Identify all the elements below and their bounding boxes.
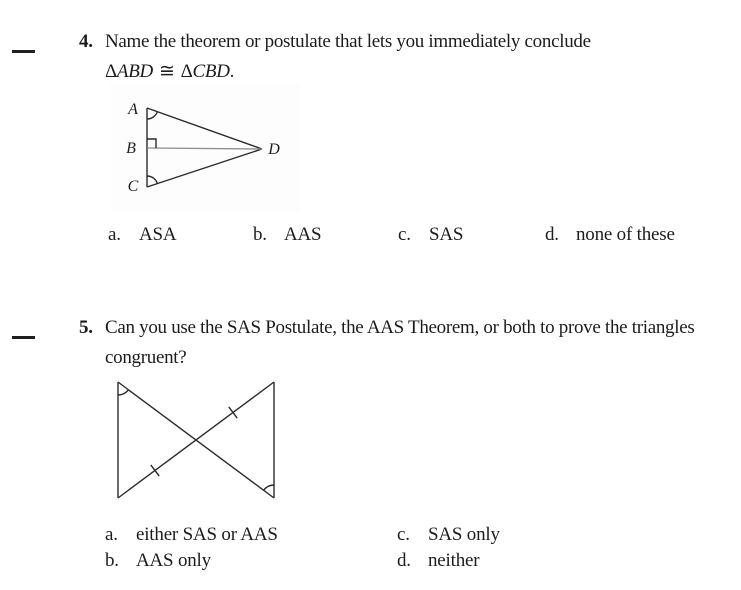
question5-figure xyxy=(108,375,293,505)
question4-prompt-line1: Name the theorem or postulate that lets you immediately conclude xyxy=(105,31,591,52)
choice-letter: b. xyxy=(105,550,119,571)
angle-arc-icon-a xyxy=(147,112,157,119)
choice-letter: c. xyxy=(397,524,410,545)
choice-letter: b. xyxy=(253,224,267,245)
segment-cd xyxy=(147,149,262,187)
choice-letter: a. xyxy=(108,224,121,245)
choice-q4-b xyxy=(253,224,321,246)
delta-symbol: Δ xyxy=(180,61,193,82)
vertex-label-d: D xyxy=(268,141,280,158)
question4-number: 4. xyxy=(79,31,93,52)
vertex-label-b: B xyxy=(126,140,136,157)
choice-text: AAS only xyxy=(136,550,211,571)
question4-figure xyxy=(110,83,300,211)
answer-blank-q5 xyxy=(12,336,35,339)
angle-arc-icon-c xyxy=(147,176,157,184)
choice-letter: a. xyxy=(105,524,118,545)
choice-q5-a xyxy=(105,524,278,546)
choice-letter: d. xyxy=(397,550,411,571)
angle-arc-icon-bottom-right xyxy=(264,485,274,490)
question4-statement xyxy=(105,61,234,84)
choice-letter: c. xyxy=(398,224,411,245)
choice-q5-b xyxy=(105,550,211,572)
delta-symbol: Δ xyxy=(105,61,117,82)
vertex-label-a: A xyxy=(128,101,138,118)
question5-prompt-line2: congruent? xyxy=(105,347,187,368)
choice-q5-c xyxy=(397,524,500,546)
right-angle-mark-icon xyxy=(147,139,156,148)
angle-arc-icon-top-left xyxy=(118,390,128,395)
choice-q4-c xyxy=(398,224,463,246)
choice-q5-d xyxy=(397,550,479,572)
question5-number: 5. xyxy=(79,317,93,338)
statement-period: . xyxy=(229,61,235,82)
tick-mark-icon-upper xyxy=(229,407,237,418)
choice-text: either SAS or AAS xyxy=(136,524,278,545)
triangle-name-abd: ABD xyxy=(116,61,153,82)
segment-bd xyxy=(147,148,262,149)
choice-q4-d xyxy=(545,224,675,246)
choice-text: neither xyxy=(428,550,480,571)
congruent-symbol: ≅ xyxy=(158,61,175,82)
choice-letter: d. xyxy=(545,224,559,245)
choice-text: AAS xyxy=(284,224,322,245)
segment-ad xyxy=(147,108,262,149)
choice-text: ASA xyxy=(139,224,177,245)
choice-text: none of these xyxy=(576,224,675,245)
answer-blank-q4 xyxy=(12,50,35,53)
vertex-label-c: C xyxy=(127,178,139,195)
choice-text: SAS xyxy=(429,224,464,245)
question5-prompt-line1: Can you use the SAS Postulate, the AAS Theorem, or both to prove the triangles xyxy=(105,317,695,338)
choice-q4-a xyxy=(108,224,176,246)
triangle-name-cbd: CBD xyxy=(192,61,230,82)
choice-text: SAS only xyxy=(428,524,500,545)
tick-mark-icon-lower xyxy=(151,465,159,476)
